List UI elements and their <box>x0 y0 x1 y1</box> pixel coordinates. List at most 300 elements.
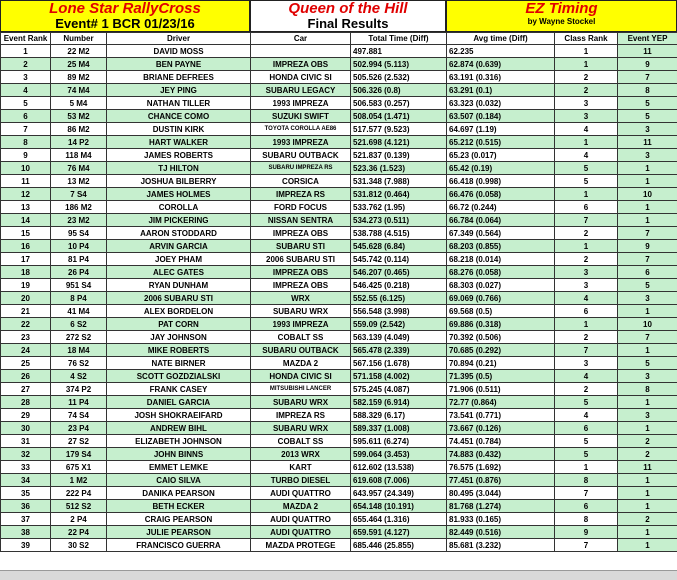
cell-event-yep: 1 <box>618 526 677 539</box>
cell-car: AUDI QUATTRO <box>251 526 351 539</box>
event-title: Queen of the Hill <box>251 1 445 17</box>
cell-event-rank: 35 <box>1 487 51 500</box>
cell-total-time: 502.994 (5.113) <box>351 58 447 71</box>
cell-total-time: 595.611 (6.274) <box>351 435 447 448</box>
cell-event-yep: 7 <box>618 331 677 344</box>
cell-number: 95 S4 <box>51 227 107 240</box>
cell-event-yep: 11 <box>618 136 677 149</box>
cell-class-rank: 1 <box>555 318 618 331</box>
cell-event-yep: 3 <box>618 292 677 305</box>
cell-total-time: 589.337 (1.008) <box>351 422 447 435</box>
cell-event-rank: 22 <box>1 318 51 331</box>
cell-driver: DAVID MOSS <box>107 45 251 58</box>
cell-event-yep: 1 <box>618 500 677 513</box>
cell-driver: DANIKA PEARSON <box>107 487 251 500</box>
cell-class-rank: 6 <box>555 422 618 435</box>
cell-car: IMPREZA OBS <box>251 58 351 71</box>
cell-avg-time: 65.23 (0.017) <box>447 149 555 162</box>
cell-event-rank: 1 <box>1 45 51 58</box>
cell-event-rank: 11 <box>1 175 51 188</box>
cell-event-rank: 18 <box>1 266 51 279</box>
cell-number: 22 P4 <box>51 526 107 539</box>
table-row <box>1 305 677 318</box>
table-row <box>1 175 677 188</box>
cell-class-rank: 3 <box>555 266 618 279</box>
cell-car: KART <box>251 461 351 474</box>
cell-event-rank: 15 <box>1 227 51 240</box>
table-row <box>1 487 677 500</box>
cell-car: WRX <box>251 292 351 305</box>
cell-driver: ELIZABETH JOHNSON <box>107 435 251 448</box>
cell-class-rank: 5 <box>555 396 618 409</box>
cell-total-time: 563.139 (4.049) <box>351 331 447 344</box>
cell-driver: NATHAN TILLER <box>107 97 251 110</box>
cell-class-rank: 6 <box>555 305 618 318</box>
cell-event-rank: 4 <box>1 84 51 97</box>
cell-total-time: 506.326 (0.8) <box>351 84 447 97</box>
cell-driver: BEN PAYNE <box>107 58 251 71</box>
cell-event-rank: 19 <box>1 279 51 292</box>
cell-car: TOYOTA COROLLA AE86 <box>251 123 351 136</box>
cell-event-yep: 8 <box>618 383 677 396</box>
cell-class-rank: 3 <box>555 97 618 110</box>
cell-class-rank: 4 <box>555 149 618 162</box>
table-row <box>1 110 677 123</box>
table-row <box>1 71 677 84</box>
cell-driver: NATE BIRNER <box>107 357 251 370</box>
cell-driver: CHANCE COMO <box>107 110 251 123</box>
cell-car: MAZDA 2 <box>251 357 351 370</box>
cell-avg-time: 69.568 (0.5) <box>447 305 555 318</box>
results-subtitle: Final Results <box>251 17 445 31</box>
cell-total-time: 612.602 (13.538) <box>351 461 447 474</box>
cell-driver: CRAIG PEARSON <box>107 513 251 526</box>
cell-car: SUBARU STI <box>251 240 351 253</box>
timing-title: EZ Timing <box>447 1 676 17</box>
cell-driver: PAT CORN <box>107 318 251 331</box>
header-lone-star <box>0 0 250 32</box>
cell-class-rank: 9 <box>555 526 618 539</box>
cell-avg-time: 62.235 <box>447 45 555 58</box>
cell-car: SUBARU IMPREZA RS <box>251 162 351 175</box>
cell-class-rank: 4 <box>555 292 618 305</box>
cell-driver: RYAN DUNHAM <box>107 279 251 292</box>
cell-event-rank: 10 <box>1 162 51 175</box>
col-event-rank: Event Rank <box>1 33 51 45</box>
cell-avg-time: 67.349 (0.564) <box>447 227 555 240</box>
cell-event-yep: 1 <box>618 201 677 214</box>
cell-number: 41 M4 <box>51 305 107 318</box>
cell-driver: AARON STODDARD <box>107 227 251 240</box>
cell-car: IMPREZA RS <box>251 409 351 422</box>
cell-avg-time: 66.784 (0.064) <box>447 214 555 227</box>
cell-car: IMPREZA OBS <box>251 227 351 240</box>
cell-number: 179 S4 <box>51 448 107 461</box>
cell-total-time: 575.245 (4.087) <box>351 383 447 396</box>
table-row <box>1 240 677 253</box>
table-row <box>1 422 677 435</box>
cell-car: CORSICA <box>251 175 351 188</box>
cell-number: 2 P4 <box>51 513 107 526</box>
cell-class-rank: 2 <box>555 383 618 396</box>
cell-total-time: 659.591 (4.127) <box>351 526 447 539</box>
cell-event-rank: 34 <box>1 474 51 487</box>
cell-car: 1993 IMPREZA <box>251 97 351 110</box>
table-row <box>1 279 677 292</box>
cell-event-yep: 1 <box>618 474 677 487</box>
cell-event-yep: 3 <box>618 370 677 383</box>
cell-event-yep: 10 <box>618 188 677 201</box>
cell-event-rank: 33 <box>1 461 51 474</box>
cell-event-rank: 32 <box>1 448 51 461</box>
cell-event-yep: 3 <box>618 409 677 422</box>
cell-total-time: 546.207 (0.465) <box>351 266 447 279</box>
cell-event-rank: 2 <box>1 58 51 71</box>
cell-class-rank: 5 <box>555 175 618 188</box>
cell-event-rank: 6 <box>1 110 51 123</box>
cell-number: 26 P4 <box>51 266 107 279</box>
cell-avg-time: 76.575 (1.692) <box>447 461 555 474</box>
cell-avg-time: 74.883 (0.432) <box>447 448 555 461</box>
cell-event-yep: 1 <box>618 487 677 500</box>
cell-avg-time: 74.451 (0.784) <box>447 435 555 448</box>
cell-event-rank: 24 <box>1 344 51 357</box>
cell-car: MAZDA PROTEGE <box>251 539 351 552</box>
cell-number: 6 S2 <box>51 318 107 331</box>
cell-number: 272 S2 <box>51 331 107 344</box>
cell-avg-time: 80.495 (3.044) <box>447 487 555 500</box>
cell-event-yep: 6 <box>618 266 677 279</box>
cell-class-rank: 5 <box>555 162 618 175</box>
cell-driver: BRIANE DEFREES <box>107 71 251 84</box>
cell-total-time: 655.464 (1.316) <box>351 513 447 526</box>
table-row <box>1 383 677 396</box>
cell-number: 5 M4 <box>51 97 107 110</box>
cell-number: 18 M4 <box>51 344 107 357</box>
table-row <box>1 45 677 58</box>
cell-car: COBALT SS <box>251 331 351 344</box>
cell-total-time: 531.348 (7.988) <box>351 175 447 188</box>
cell-number: 22 M2 <box>51 45 107 58</box>
cell-event-rank: 30 <box>1 422 51 435</box>
cell-class-rank: 8 <box>555 474 618 487</box>
cell-total-time: 559.09 (2.542) <box>351 318 447 331</box>
cell-event-yep: 5 <box>618 279 677 292</box>
cell-avg-time: 68.203 (0.855) <box>447 240 555 253</box>
cell-total-time: 552.55 (6.125) <box>351 292 447 305</box>
cell-event-rank: 36 <box>1 500 51 513</box>
cell-event-rank: 29 <box>1 409 51 422</box>
cell-number: 118 M4 <box>51 149 107 162</box>
cell-total-time: 517.577 (9.523) <box>351 123 447 136</box>
cell-driver: JOSH SHOKRAEIFARD <box>107 409 251 422</box>
cell-car: AUDI QUATTRO <box>251 513 351 526</box>
cell-event-rank: 17 <box>1 253 51 266</box>
cell-avg-time: 62.874 (0.639) <box>447 58 555 71</box>
cell-total-time: 497.881 <box>351 45 447 58</box>
cell-event-yep: 2 <box>618 448 677 461</box>
col-number: Number <box>51 33 107 45</box>
cell-driver: JOEY PHAM <box>107 253 251 266</box>
cell-class-rank: 5 <box>555 448 618 461</box>
cell-avg-time: 70.894 (0.21) <box>447 357 555 370</box>
cell-event-rank: 27 <box>1 383 51 396</box>
cell-number: 11 P4 <box>51 396 107 409</box>
table-row <box>1 136 677 149</box>
cell-number: 86 M2 <box>51 123 107 136</box>
table-row <box>1 292 677 305</box>
cell-driver: JULIE PEARSON <box>107 526 251 539</box>
cell-class-rank: 1 <box>555 240 618 253</box>
cell-class-rank: 3 <box>555 357 618 370</box>
cell-car: FORD FOCUS <box>251 201 351 214</box>
cell-class-rank: 1 <box>555 136 618 149</box>
cell-total-time: 523.36 (1.523) <box>351 162 447 175</box>
table-row <box>1 84 677 97</box>
cell-class-rank: 7 <box>555 539 618 552</box>
cell-total-time: 582.159 (6.914) <box>351 396 447 409</box>
cell-number: 27 S2 <box>51 435 107 448</box>
cell-total-time: 685.446 (25.855) <box>351 539 447 552</box>
col-class-rank: Class Rank <box>555 33 618 45</box>
cell-car: HONDA CIVIC SI <box>251 370 351 383</box>
cell-total-time: 533.762 (1.95) <box>351 201 447 214</box>
cell-class-rank: 2 <box>555 331 618 344</box>
cell-number: 23 P4 <box>51 422 107 435</box>
cell-driver: TJ HILTON <box>107 162 251 175</box>
col-avg-time: Avg time (Diff) <box>447 33 555 45</box>
cell-event-yep: 11 <box>618 461 677 474</box>
table-row <box>1 513 677 526</box>
cell-car: 1993 IMPREZA <box>251 318 351 331</box>
cell-event-yep: 1 <box>618 175 677 188</box>
col-driver: Driver <box>107 33 251 45</box>
cell-avg-time: 63.191 (0.316) <box>447 71 555 84</box>
cell-driver: ALEX BORDELON <box>107 305 251 318</box>
cell-total-time: 565.478 (2.339) <box>351 344 447 357</box>
cell-event-rank: 31 <box>1 435 51 448</box>
cell-avg-time: 66.72 (0.244) <box>447 201 555 214</box>
event-series-title: Lone Star RallyCross <box>1 1 249 17</box>
table-row <box>1 474 677 487</box>
cell-class-rank: 3 <box>555 279 618 292</box>
cell-driver: FRANCISCO GUERRA <box>107 539 251 552</box>
cell-event-rank: 39 <box>1 539 51 552</box>
cell-total-time: 506.583 (0.257) <box>351 97 447 110</box>
table-row <box>1 201 677 214</box>
cell-event-rank: 14 <box>1 214 51 227</box>
cell-class-rank: 1 <box>555 461 618 474</box>
table-header-row <box>1 33 677 45</box>
cell-event-rank: 3 <box>1 71 51 84</box>
cell-event-yep: 2 <box>618 513 677 526</box>
cell-avg-time: 71.906 (0.511) <box>447 383 555 396</box>
cell-car: AUDI QUATTRO <box>251 487 351 500</box>
cell-total-time: 531.812 (0.464) <box>351 188 447 201</box>
table-row <box>1 214 677 227</box>
cell-class-rank: 4 <box>555 409 618 422</box>
cell-car: 1993 IMPREZA <box>251 136 351 149</box>
cell-total-time: 545.628 (6.84) <box>351 240 447 253</box>
cell-driver: JAMES HOLMES <box>107 188 251 201</box>
cell-driver: EMMET LEMKE <box>107 461 251 474</box>
cell-total-time: 534.273 (0.511) <box>351 214 447 227</box>
cell-event-yep: 1 <box>618 396 677 409</box>
cell-avg-time: 66.418 (0.998) <box>447 175 555 188</box>
cell-avg-time: 82.449 (0.516) <box>447 526 555 539</box>
cell-class-rank: 6 <box>555 201 618 214</box>
cell-driver: MIKE ROBERTS <box>107 344 251 357</box>
cell-event-rank: 8 <box>1 136 51 149</box>
cell-event-yep: 11 <box>618 45 677 58</box>
cell-event-yep: 5 <box>618 97 677 110</box>
cell-number: 76 M4 <box>51 162 107 175</box>
cell-event-rank: 13 <box>1 201 51 214</box>
cell-event-rank: 21 <box>1 305 51 318</box>
table-row <box>1 409 677 422</box>
cell-total-time: 599.064 (3.453) <box>351 448 447 461</box>
cell-driver: JIM PICKERING <box>107 214 251 227</box>
cell-class-rank: 2 <box>555 71 618 84</box>
cell-event-rank: 23 <box>1 331 51 344</box>
cell-number: 8 P4 <box>51 292 107 305</box>
cell-class-rank: 1 <box>555 58 618 71</box>
cell-class-rank: 7 <box>555 344 618 357</box>
cell-class-rank: 1 <box>555 188 618 201</box>
cell-avg-time: 68.218 (0.014) <box>447 253 555 266</box>
cell-driver: HART WALKER <box>107 136 251 149</box>
cell-event-yep: 5 <box>618 110 677 123</box>
cell-avg-time: 73.667 (0.126) <box>447 422 555 435</box>
cell-avg-time: 81.933 (0.165) <box>447 513 555 526</box>
cell-avg-time: 73.541 (0.771) <box>447 409 555 422</box>
cell-event-rank: 38 <box>1 526 51 539</box>
table-row <box>1 227 677 240</box>
table-row <box>1 539 677 552</box>
table-row <box>1 162 677 175</box>
table-row <box>1 188 677 201</box>
cell-number: 89 M2 <box>51 71 107 84</box>
cell-driver: FRANK CASEY <box>107 383 251 396</box>
table-row <box>1 435 677 448</box>
table-row <box>1 266 677 279</box>
cell-driver: ALEC GATES <box>107 266 251 279</box>
cell-number: 675 X1 <box>51 461 107 474</box>
cell-event-yep: 10 <box>618 318 677 331</box>
cell-number: 512 S2 <box>51 500 107 513</box>
cell-driver: JOHN BINNS <box>107 448 251 461</box>
cell-event-yep: 1 <box>618 214 677 227</box>
cell-car: HONDA CIVIC SI <box>251 71 351 84</box>
cell-avg-time: 64.697 (1.19) <box>447 123 555 136</box>
results-table <box>0 32 677 552</box>
cell-avg-time: 63.507 (0.184) <box>447 110 555 123</box>
cell-avg-time: 66.476 (0.058) <box>447 188 555 201</box>
cell-event-rank: 26 <box>1 370 51 383</box>
cell-total-time: 556.548 (3.998) <box>351 305 447 318</box>
cell-avg-time: 70.392 (0.506) <box>447 331 555 344</box>
cell-car: SUBARU LEGACY <box>251 84 351 97</box>
cell-driver: JAY JOHNSON <box>107 331 251 344</box>
cell-total-time: 508.054 (1.471) <box>351 110 447 123</box>
cell-number: 374 P2 <box>51 383 107 396</box>
cell-car: SUBARU OUTBACK <box>251 149 351 162</box>
cell-avg-time: 85.681 (3.232) <box>447 539 555 552</box>
cell-avg-time: 65.212 (0.515) <box>447 136 555 149</box>
table-row <box>1 123 677 136</box>
cell-avg-time: 69.069 (0.766) <box>447 292 555 305</box>
cell-avg-time: 71.395 (0.5) <box>447 370 555 383</box>
table-row <box>1 344 677 357</box>
cell-number: 10 P4 <box>51 240 107 253</box>
cell-number: 30 S2 <box>51 539 107 552</box>
cell-class-rank: 6 <box>555 500 618 513</box>
cell-driver: DANIEL GARCIA <box>107 396 251 409</box>
table-row <box>1 370 677 383</box>
cell-event-yep: 1 <box>618 162 677 175</box>
cell-car: SUZUKI SWIFT <box>251 110 351 123</box>
cell-car: IMPREZA OBS <box>251 279 351 292</box>
cell-total-time: 567.156 (1.678) <box>351 357 447 370</box>
cell-event-yep: 9 <box>618 240 677 253</box>
cell-car: 2006 SUBARU STI <box>251 253 351 266</box>
cell-event-yep: 2 <box>618 435 677 448</box>
cell-total-time: 643.957 (24.349) <box>351 487 447 500</box>
cell-car: SUBARU WRX <box>251 396 351 409</box>
col-event-yep: Event YEP <box>618 33 677 45</box>
cell-car: NISSAN SENTRA <box>251 214 351 227</box>
event-number: Event# 1 BCR 01/23/16 <box>1 17 249 31</box>
col-total-time: Total Time (Diff) <box>351 33 447 45</box>
cell-total-time: 571.158 (4.002) <box>351 370 447 383</box>
table-row <box>1 331 677 344</box>
cell-avg-time: 69.886 (0.318) <box>447 318 555 331</box>
cell-avg-time: 81.768 (1.274) <box>447 500 555 513</box>
table-row <box>1 97 677 110</box>
cell-number: 74 S4 <box>51 409 107 422</box>
cell-event-yep: 5 <box>618 357 677 370</box>
cell-event-yep: 8 <box>618 84 677 97</box>
cell-event-yep: 1 <box>618 539 677 552</box>
cell-number: 13 M2 <box>51 175 107 188</box>
cell-avg-time: 65.42 (0.19) <box>447 162 555 175</box>
cell-number: 23 M2 <box>51 214 107 227</box>
cell-avg-time: 63.323 (0.032) <box>447 97 555 110</box>
cell-total-time: 588.329 (6.17) <box>351 409 447 422</box>
cell-total-time: 546.425 (0.218) <box>351 279 447 292</box>
cell-number: 25 M4 <box>51 58 107 71</box>
cell-car: MITSUBISHI LANCER <box>251 383 351 396</box>
cell-total-time: 545.742 (0.114) <box>351 253 447 266</box>
cell-number: 14 P2 <box>51 136 107 149</box>
cell-total-time: 619.608 (7.006) <box>351 474 447 487</box>
cell-class-rank: 7 <box>555 214 618 227</box>
cell-event-rank: 9 <box>1 149 51 162</box>
cell-number: 81 P4 <box>51 253 107 266</box>
cell-event-yep: 1 <box>618 422 677 435</box>
cell-driver: COROLLA <box>107 201 251 214</box>
cell-class-rank: 2 <box>555 227 618 240</box>
cell-event-yep: 7 <box>618 71 677 84</box>
cell-avg-time: 68.303 (0.027) <box>447 279 555 292</box>
cell-car: COBALT SS <box>251 435 351 448</box>
cell-number: 74 M4 <box>51 84 107 97</box>
cell-car: SUBARU WRX <box>251 305 351 318</box>
cell-car: SUBARU WRX <box>251 422 351 435</box>
cell-avg-time: 72.77 (0.864) <box>447 396 555 409</box>
cell-avg-time: 63.291 (0.1) <box>447 84 555 97</box>
cell-car: 2013 WRX <box>251 448 351 461</box>
